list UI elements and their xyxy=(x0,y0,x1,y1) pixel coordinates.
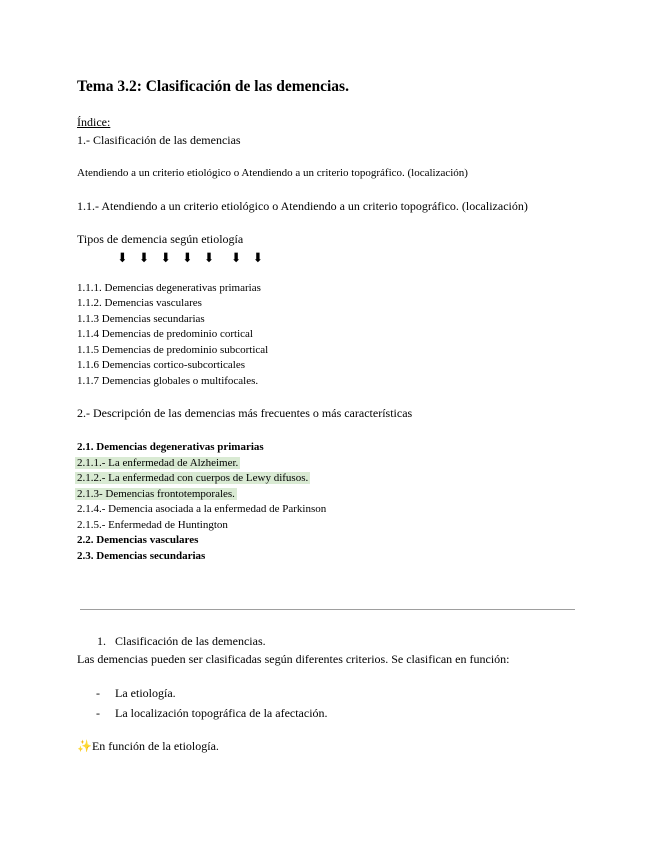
sparkle-icon: ✨ xyxy=(77,739,92,753)
section-2-2: 2.2. Demencias vasculares xyxy=(77,534,199,546)
type-item: 1.1.5 Demencias de predominio subcortical xyxy=(77,344,269,356)
index-item-1: 1.- Clasificación de las demencias xyxy=(77,133,241,147)
down-arrows xyxy=(117,250,271,266)
highlighted-text: 2.1.3- Demencias frontotemporales. xyxy=(77,488,235,500)
section-heading: Clasificación de las demencias. xyxy=(115,634,266,648)
type-item: 1.1.6 Demencias cortico-subcorticales xyxy=(77,359,245,371)
sub-item: 2.1.5.- Enfermedad de Huntington xyxy=(77,519,228,531)
sub-item: 2.1.4.- Demencia asociada a la enfermedad de Parkinson xyxy=(77,503,327,515)
index-item-1-1: 1.1.- Atendiendo a un criterio etiológico o Atendiendo a un criterio topográfico. (localización) xyxy=(77,199,528,213)
sub-item xyxy=(77,457,240,469)
down-arrow-icon: ⬇ xyxy=(181,250,193,265)
type-item: 1.1.2. Demencias vasculares xyxy=(77,297,202,309)
bullet-item: La localización topográfica de la afectación. xyxy=(115,706,328,720)
bullet-marker: - xyxy=(96,706,100,720)
highlighted-text: 2.1.1.- La enfermedad de Alzheimer. xyxy=(77,457,239,469)
etiology-heading xyxy=(77,739,219,754)
page-title: Tema 3.2: Clasificación de las demencias. xyxy=(77,78,349,95)
type-item: 1.1.1. Demencias degenerativas primarias xyxy=(77,282,261,294)
types-heading: Tipos de demencia según etiología xyxy=(77,232,244,246)
down-arrow-icon: ⬇ xyxy=(230,250,242,265)
bullet-marker: - xyxy=(96,686,100,700)
down-arrow-icon: ⬇ xyxy=(138,250,150,265)
down-arrow-icon: ⬇ xyxy=(252,250,264,265)
down-arrow-icon: ⬇ xyxy=(117,250,128,265)
type-item: 1.1.4 Demencias de predominio cortical xyxy=(77,328,253,340)
intro-paragraph: Las demencias pueden ser clasificadas según diferentes criterios. Se clasifican en función: xyxy=(77,652,510,666)
sub-item xyxy=(77,488,237,500)
section-2-1: 2.1. Demencias degenerativas primarias xyxy=(77,441,264,453)
type-item: 1.1.3 Demencias secundarias xyxy=(77,313,205,325)
sub-item xyxy=(77,472,310,484)
down-arrow-icon: ⬇ xyxy=(160,250,172,265)
section-2-3: 2.3. Demencias secundarias xyxy=(77,550,206,562)
index-heading: Índice: xyxy=(77,115,111,129)
index-item-2: 2.- Descripción de las demencias más frecuentes o más características xyxy=(77,406,413,420)
criteria-line: Atendiendo a un criterio etiológico o Atendiendo a un criterio topográfico. (localización) xyxy=(77,167,468,179)
etiology-heading-text: En función de la etiología. xyxy=(91,739,219,753)
bullet-item: La etiología. xyxy=(115,686,176,700)
list-number: 1. xyxy=(97,634,106,648)
horizontal-divider xyxy=(80,609,575,610)
highlighted-text: 2.1.2.- La enfermedad con cuerpos de Lewy difusos. xyxy=(77,472,309,484)
type-item: 1.1.7 Demencias globales o multifocales. xyxy=(77,375,259,387)
down-arrow-icon: ⬇ xyxy=(203,250,215,265)
